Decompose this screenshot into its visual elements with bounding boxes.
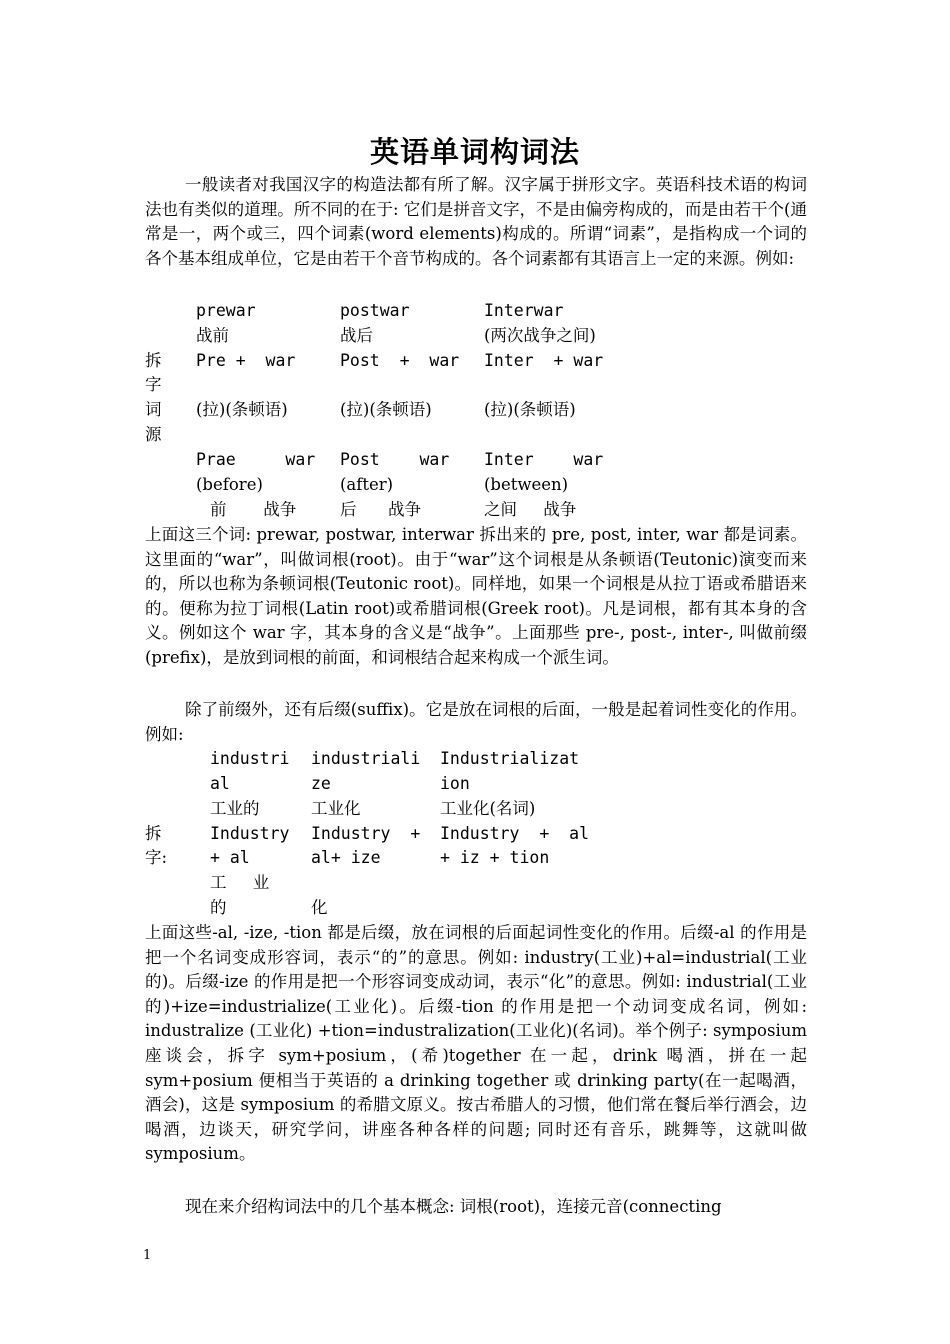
suffix-intro-paragraph: 除了前缀外，还有后缀(suffix)。它是放在词根的后面，一般是起着词性变化的作用。例如:	[145, 700, 807, 744]
word-industrialization-cont: ion	[440, 774, 470, 793]
side-label-char: 词	[145, 400, 162, 419]
origin-postwar: (拉)(条顿语)	[340, 400, 432, 419]
split-prewar: Pre + war	[196, 351, 296, 370]
split-industrialize: Industry +	[311, 824, 421, 843]
side-label-char: 拆	[145, 824, 162, 843]
split-postwar: Post + war	[340, 351, 460, 370]
split-industrial-cont: + al	[210, 848, 250, 867]
concepts-paragraph: 现在来介绍构词法中的几个基本概念: 词根(root)，连接元音(connecting	[185, 1197, 722, 1216]
root-meaning-zh: 之间 战争	[484, 500, 577, 519]
meaning-industrialize: 工业化	[311, 799, 361, 818]
root-meaning-en: (after)	[340, 475, 394, 494]
split-industrialization-cont: + iz + tion	[440, 848, 550, 867]
root-meaning-en: (before)	[196, 475, 263, 494]
word-prewar: prewar	[196, 301, 256, 320]
root-meaning-zh: 后 战争	[340, 500, 421, 519]
split-interwar: Inter + war	[484, 351, 604, 370]
root-meaning-en: (between)	[484, 475, 569, 494]
meaning-industrial: 工业的	[210, 799, 260, 818]
word-industrial-cont: al	[210, 774, 230, 793]
root-postwar: Post war	[340, 450, 450, 469]
word-industrial: industri	[210, 749, 290, 768]
split-industrialization: Industry + al	[440, 824, 590, 843]
root-meaning-zh: 前 战争	[210, 500, 297, 519]
side-label-char: 字	[145, 375, 162, 394]
split-industrialize-cont: al+ ize	[311, 848, 381, 867]
origin-interwar: (拉)(条顿语)	[484, 400, 576, 419]
gloss-industrial-cont: 的	[210, 898, 227, 917]
word-postwar: postwar	[340, 301, 410, 320]
origin-prewar: (拉)(条顿语)	[196, 400, 288, 419]
gloss-industrialize: 化	[311, 898, 328, 917]
word-industrialize: industriali	[311, 749, 421, 768]
page-number: 1	[143, 1248, 152, 1263]
split-industrial: Industry	[210, 824, 290, 843]
meaning-postwar: 战后	[340, 326, 373, 345]
word-industrialize-cont: ze	[311, 774, 331, 793]
root-interwar: Inter war	[484, 450, 604, 469]
side-label-char: 字:	[145, 848, 168, 867]
word-interwar: Interwar	[484, 301, 564, 320]
side-label-char: 拆	[145, 351, 162, 370]
root-prewar: Prae war	[196, 450, 316, 469]
word-industrialization: Industrializat	[440, 749, 580, 768]
suffix-paragraph: 上面这些-al, -ize, -tion 都是后缀，放在词根的后面起词性变化的作用。后缀-al 的作用是把一个名词变成形容词，表示“的”的意思。例如: industry(工业)+al=industrial(工业的)。后缀-ize 的作用是把一个形容词变成动词，表示“化”的意思。例如: industrial(工业的)+ize=industrialize(工业化)。后缀-tion 的作用是把一个动词变成名词，例如: industralize (工业化) +tion=industralization(工业化)(名词)。举个例子: symposium 座谈会，拆字 sym+posium，(希)together 在一起，drink 喝酒，拼在一起 sym+posium 便相当于英语的 a drinking together 或 drinking party(在一起喝酒，酒会)，这是 symposium 的希腊文原义。按古希腊人的习惯，他们常在餐后举行酒会，边喝酒，边谈天，研究学问，讲座各种各样的问题; 同时还有音乐，跳舞等，这就叫做 symposium。	[145, 923, 807, 1164]
meaning-prewar: 战前	[196, 326, 229, 345]
side-label-char: 源	[145, 425, 162, 444]
prefix-paragraph: 上面这三个词: prewar, postwar, interwar 拆出来的 pre, post, inter, war 都是词素。这里面的“war”，叫做词根(root)。由于“war”这个词根是从条顿语(Teutonic)演变而来的，所以也称为条顿词根(Teutonic root)。同样地，如果一个词根是从拉丁语或希腊语来的。便称为拉丁词根(Latin root)或希腊词根(Greek root)。凡是词根，都有其本身的含义。例如这个 war 字，其本身的含义是“战争”。上面那些 pre-, post-, inter-, 叫做前缀(prefix)，是放到词根的前面，和词根结合起来构成一个派生词。	[145, 525, 807, 667]
document-title: 英语单词构词法	[369, 135, 580, 169]
intro-paragraph: 一般读者对我国汉字的构造法都有所了解。汉字属于拼形文字。英语科技术语的构词法也有类似的道理。所不同的在于: 它们是拼音文字，不是由偏旁构成的，而是由若干个(通常是一，两个或三，四个词素(word elements)构成的。所谓“词素”，是指构成一个词的各个基本组成单位，它是由若干个音节构成的。各个词素都有其语言上一定的来源。例如:	[145, 175, 807, 268]
meaning-industrialization: 工业化(名词)	[440, 799, 536, 818]
meaning-interwar: (两次战争之间)	[484, 326, 596, 345]
gloss-industrial: 工 业	[210, 873, 270, 892]
